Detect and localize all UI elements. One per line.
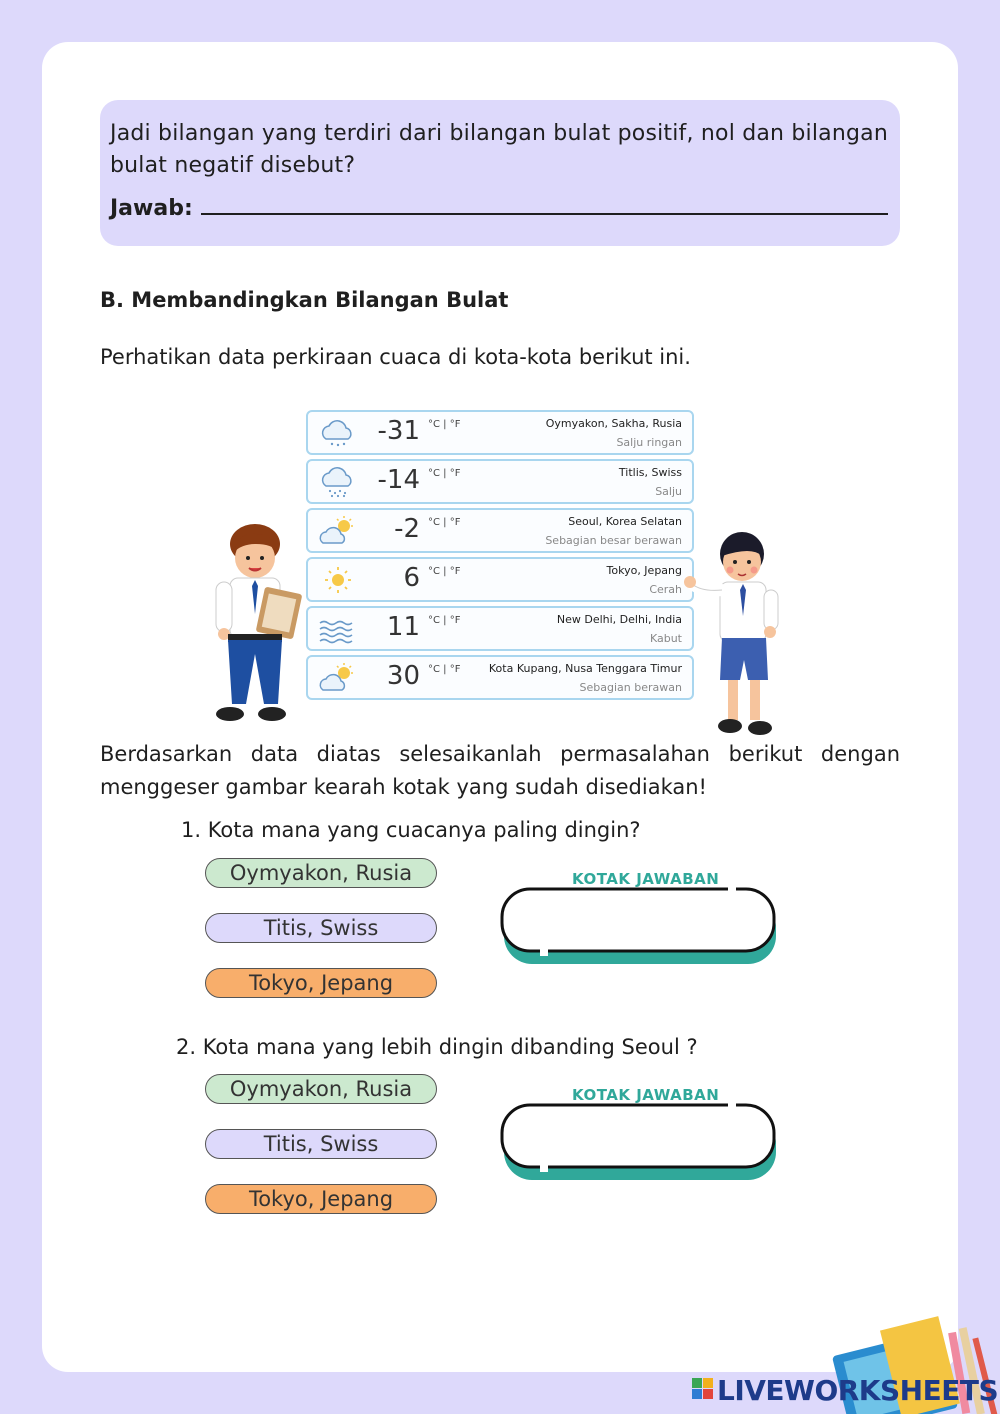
weather-city: Tokyo, Jepang bbox=[606, 564, 682, 577]
weather-city: New Delhi, Delhi, India bbox=[556, 613, 682, 626]
fog-icon bbox=[318, 613, 358, 645]
weather-temp: 30 bbox=[386, 661, 420, 691]
weather-temp: -2 bbox=[394, 514, 420, 544]
cloud-snow-icon bbox=[318, 466, 358, 498]
weather-row bbox=[306, 557, 694, 602]
answer-input[interactable] bbox=[201, 213, 888, 215]
liveworksheets-logo: LIVEWORKSHEETS bbox=[717, 1374, 999, 1407]
weather-temp: 6 bbox=[403, 563, 420, 593]
weather-unit: °C | °F bbox=[428, 566, 461, 577]
drag-option-titis[interactable]: Titis, Swiss bbox=[205, 1129, 437, 1159]
cloud-light-snow-icon bbox=[318, 417, 358, 449]
weather-condition: Salju ringan bbox=[616, 436, 682, 449]
question-1-text: 1. Kota mana yang cuacanya paling dingin? bbox=[181, 818, 641, 842]
drag-option-tokyo[interactable]: Tokyo, Jepang bbox=[205, 1184, 437, 1214]
weather-condition: Cerah bbox=[649, 583, 682, 596]
section-title: B. Membandingkan Bilangan Bulat bbox=[100, 288, 509, 312]
instruction-text: Berdasarkan data diatas selesaikanlah permasalahan berikut dengan menggeser gambar kearah kotak yang sudah disediakan! bbox=[100, 742, 900, 799]
answer-drop-box[interactable] bbox=[500, 1102, 780, 1184]
answer-drop-box[interactable] bbox=[500, 886, 780, 968]
weather-temp: -31 bbox=[377, 416, 420, 446]
boy-pointing-illustration bbox=[682, 520, 786, 742]
weather-row bbox=[306, 459, 694, 504]
weather-condition: Kabut bbox=[649, 632, 682, 645]
liveworksheets-logo-icon bbox=[692, 1378, 714, 1400]
weather-city: Seoul, Korea Selatan bbox=[568, 515, 682, 528]
weather-unit: °C | °F bbox=[428, 419, 461, 430]
sun-icon bbox=[318, 564, 358, 596]
weather-row bbox=[306, 410, 694, 455]
answer-label: Jawab: bbox=[110, 196, 193, 221]
answer-box-label: KOTAK JAWABAN bbox=[572, 1086, 720, 1104]
weather-city: Titlis, Swiss bbox=[618, 466, 682, 479]
drag-option-tokyo[interactable]: Tokyo, Jepang bbox=[205, 968, 437, 998]
weather-unit: °C | °F bbox=[428, 517, 461, 528]
weather-unit: °C | °F bbox=[428, 664, 461, 675]
weather-condition: Salju bbox=[655, 485, 682, 498]
intro-text: Perhatikan data perkiraan cuaca di kota-kota berikut ini. bbox=[100, 345, 691, 369]
drag-option-oymyakon[interactable]: Oymyakon, Rusia bbox=[205, 858, 437, 888]
weather-unit: °C | °F bbox=[428, 468, 461, 479]
question-2-text: 2. Kota mana yang lebih dingin dibanding Seoul ? bbox=[176, 1035, 698, 1059]
weather-city: Kota Kupang, Nusa Tenggara Timur bbox=[488, 662, 682, 675]
drag-option-oymyakon[interactable]: Oymyakon, Rusia bbox=[205, 1074, 437, 1104]
answer-row bbox=[110, 196, 888, 221]
partly-cloudy-icon bbox=[318, 515, 358, 547]
partly-cloudy-icon bbox=[318, 662, 358, 694]
weather-city: Oymyakon, Sakha, Rusia bbox=[545, 417, 682, 430]
question-text: Jadi bilangan yang terdiri dari bilangan bulat positif, nol dan bilangan bulat negatif disebut? bbox=[110, 121, 888, 178]
weather-row bbox=[306, 508, 694, 553]
boy-with-clipboard-illustration bbox=[208, 522, 304, 728]
weather-temp: -14 bbox=[377, 465, 420, 495]
question-box bbox=[100, 100, 900, 246]
drag-option-titis[interactable]: Titis, Swiss bbox=[205, 913, 437, 943]
answer-box-label: KOTAK JAWABAN bbox=[572, 870, 720, 888]
weather-unit: °C | °F bbox=[428, 615, 461, 626]
weather-condition: Sebagian berawan bbox=[579, 681, 682, 694]
weather-row bbox=[306, 606, 694, 651]
weather-forecast-panel bbox=[306, 410, 694, 704]
weather-condition: Sebagian besar berawan bbox=[545, 534, 682, 547]
weather-temp: 11 bbox=[386, 612, 420, 642]
weather-row bbox=[306, 655, 694, 700]
